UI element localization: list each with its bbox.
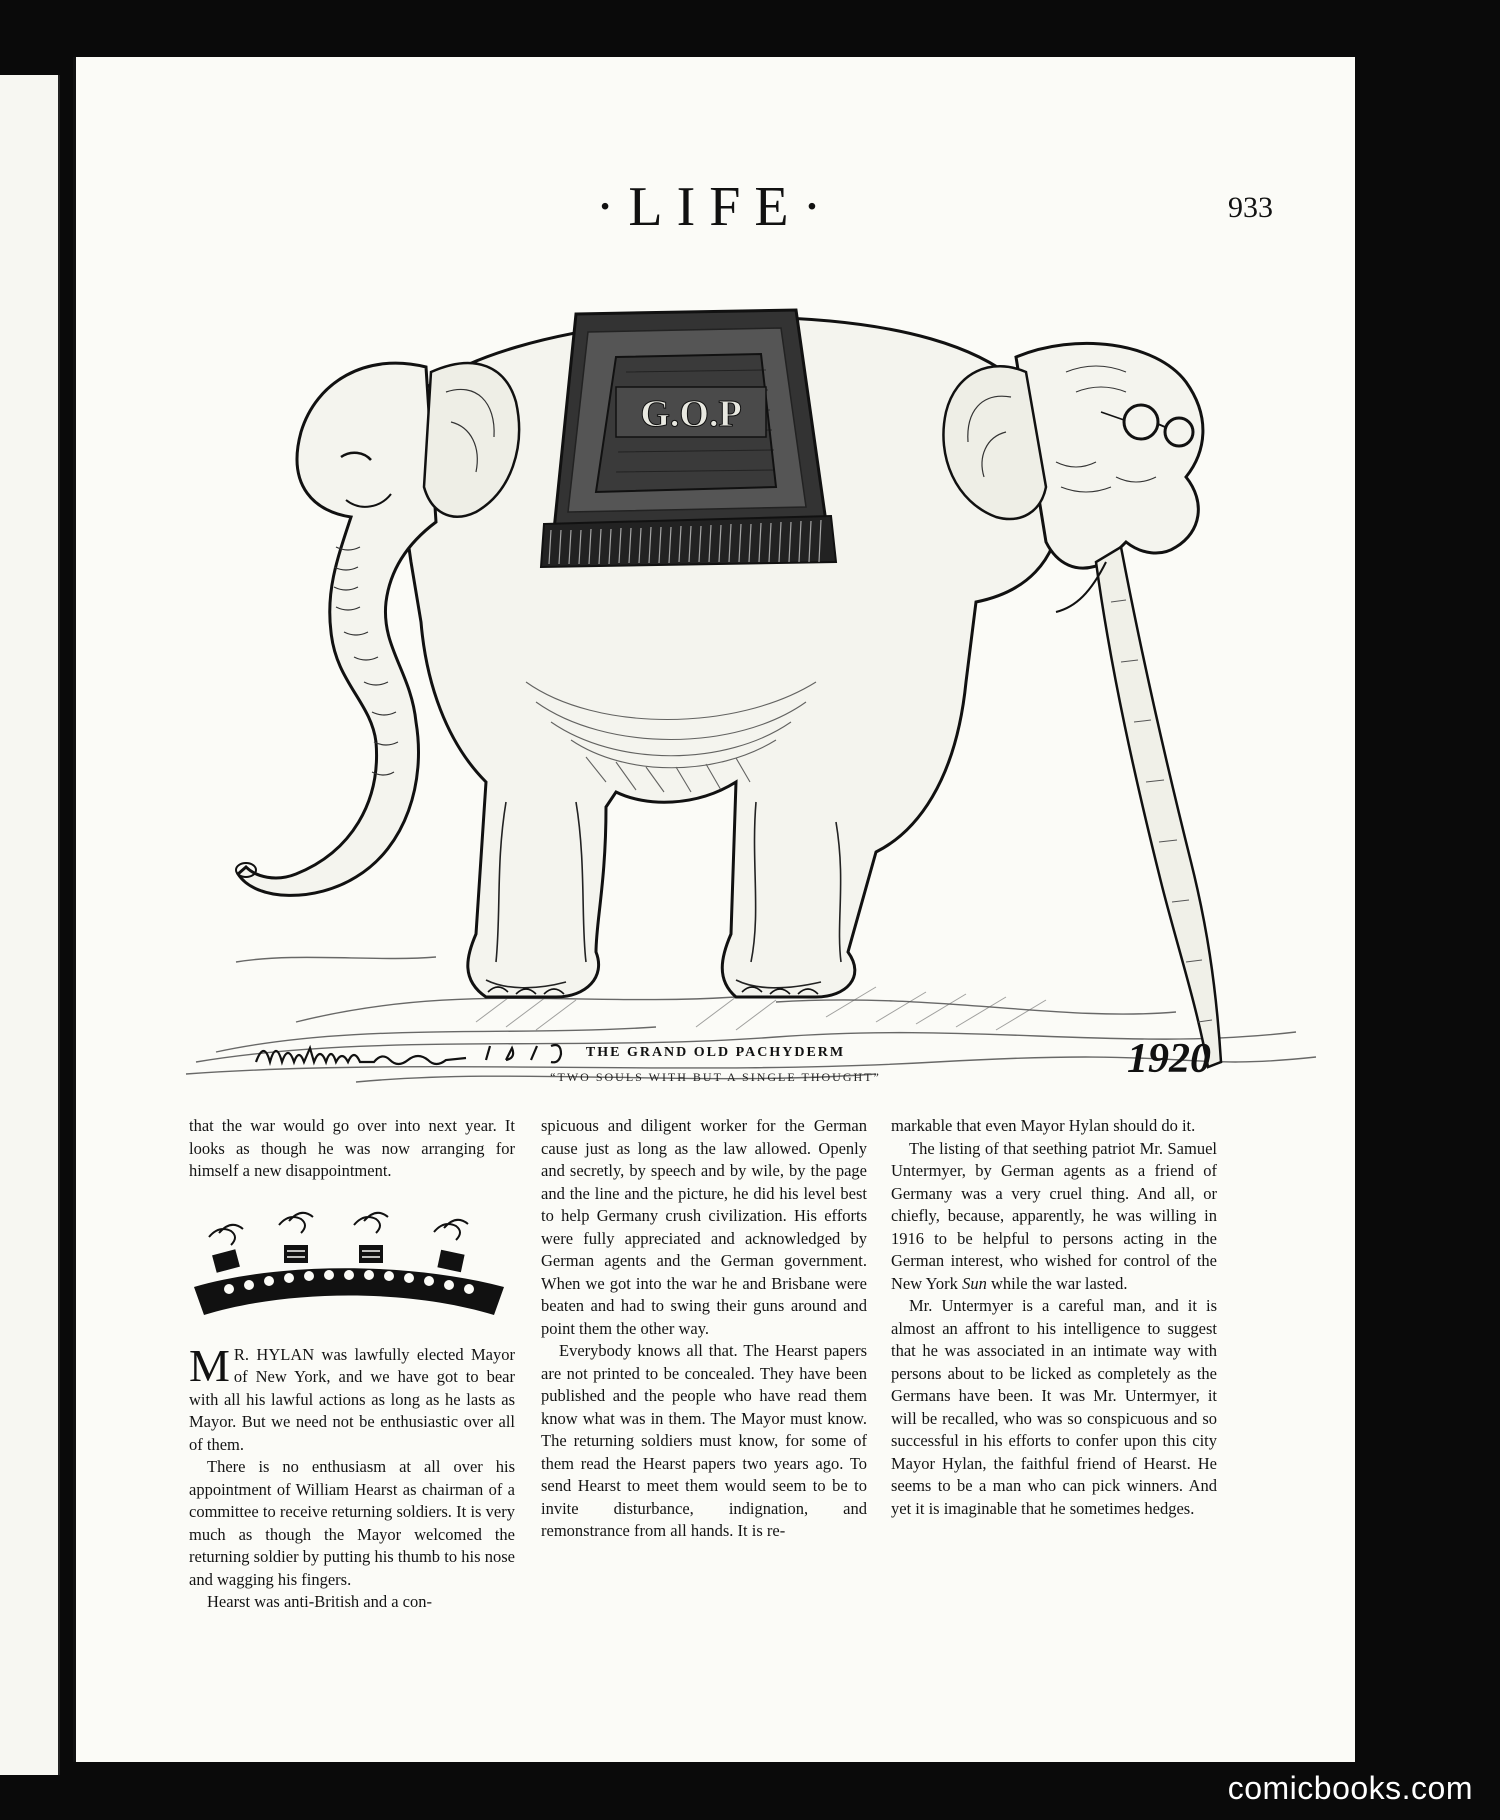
article-column-3 [891,1115,1217,1520]
paragraph [891,1138,1217,1296]
gop-saddle-text: G.O.P [640,393,742,435]
article-column-2 [541,1115,867,1543]
magazine-title: ·LIFE· [595,176,836,238]
page-number: 933 [1228,191,1273,224]
paragraph [189,1339,515,1457]
cartoon-caption-subtitle: “TWO SOULS WITH BUT A SINGLE THOUGHT” [550,1070,881,1084]
paragraph-text: The listing of that seething patriot Mr. Samuel Untermyer, by German agents as a friend of Germany was a very cruel thing. And all, or chiefly, because, apparently, he was willing in 1916 to be helpful to persons acting in the German interest, who wished for control of the New York [891,1138,1217,1293]
decorative-ornament [189,1207,509,1322]
paragraph: spicuous and diligent worker for the German cause just as long as the law allowed. Openly and secretly, by speech and by wile, by the page and the line and the picture, he did his level best to help Germany crush civilization. His efforts were fully appreciated and acknowledged by German agents and the German government. When we got into the war he and Brisbane were beaten and had to swing their guns around and point them the other way. [541,1116,867,1338]
gop-saddle-blanket [541,310,836,567]
article-column-1 [189,1115,515,1614]
cartoon-caption-title: THE GRAND OLD PACHYDERM [585,1045,846,1060]
paragraph-text: while the war lasted. [986,1273,1128,1293]
paragraph: Hearst was anti-British and a con- [207,1592,432,1611]
gop-elephant-cartoon [176,262,1326,1092]
drop-cap: M [189,1339,230,1391]
right-elephant-head [943,343,1221,1067]
site-watermark: comicbooks.com [1227,1770,1473,1806]
page-header [76,175,1355,255]
paragraph: Everybody knows all that. The Hearst papers are not printed to be concealed. They have been published and the people who have read them know what was in them. The Mayor must know. The returning soldiers must know, for some of them read the Hearst papers two years ago. To send Hearst to meet them would seem to be to invite disturbance, indignation, and remonstrance from all hands. It is re- [541,1341,867,1540]
magazine-page [73,57,1355,1762]
paragraph-text: R. HYLAN was lawfully elected Mayor of New York, and we have got to bear with all his lawful actions as long as he lasts as Mayor. But we need not be enthusiastic over all of them. [189,1344,515,1454]
paragraph: Mr. Untermyer is a careful man, and it is almost an affront to his intelligence to suggest that he was associated in an intimate way with persons about to be licked as completely as the Germans have been. It was Mr. Untermyer, it will be recalled, who was so conspicuous and so successful in his efforts to confer upon this city Mayor Hylan, the faithful friend of Hearst. He seems to be a man who can pick winners. And yet it is imaginable that he sometimes hedges. [891,1296,1217,1518]
facing-page-edge [0,75,60,1775]
newspaper-name: Sun [962,1273,987,1293]
year-label: 1920 [1127,1036,1211,1082]
paragraph: There is no enthusiasm at all over his appointment of William Hearst as chairman of a committee to receive returning soldiers. It is very much as though the Mayor welcomed the returning soldier by putting his thumb to his nose and wagging his fingers. [189,1457,515,1589]
right-head-tusk [1096,547,1221,1067]
paragraph: markable that even Mayor Hylan should do it. [891,1116,1196,1135]
paragraph: that the war would go over into next year. It looks as though he was now arranging for himself a new disappointment. [189,1116,515,1180]
